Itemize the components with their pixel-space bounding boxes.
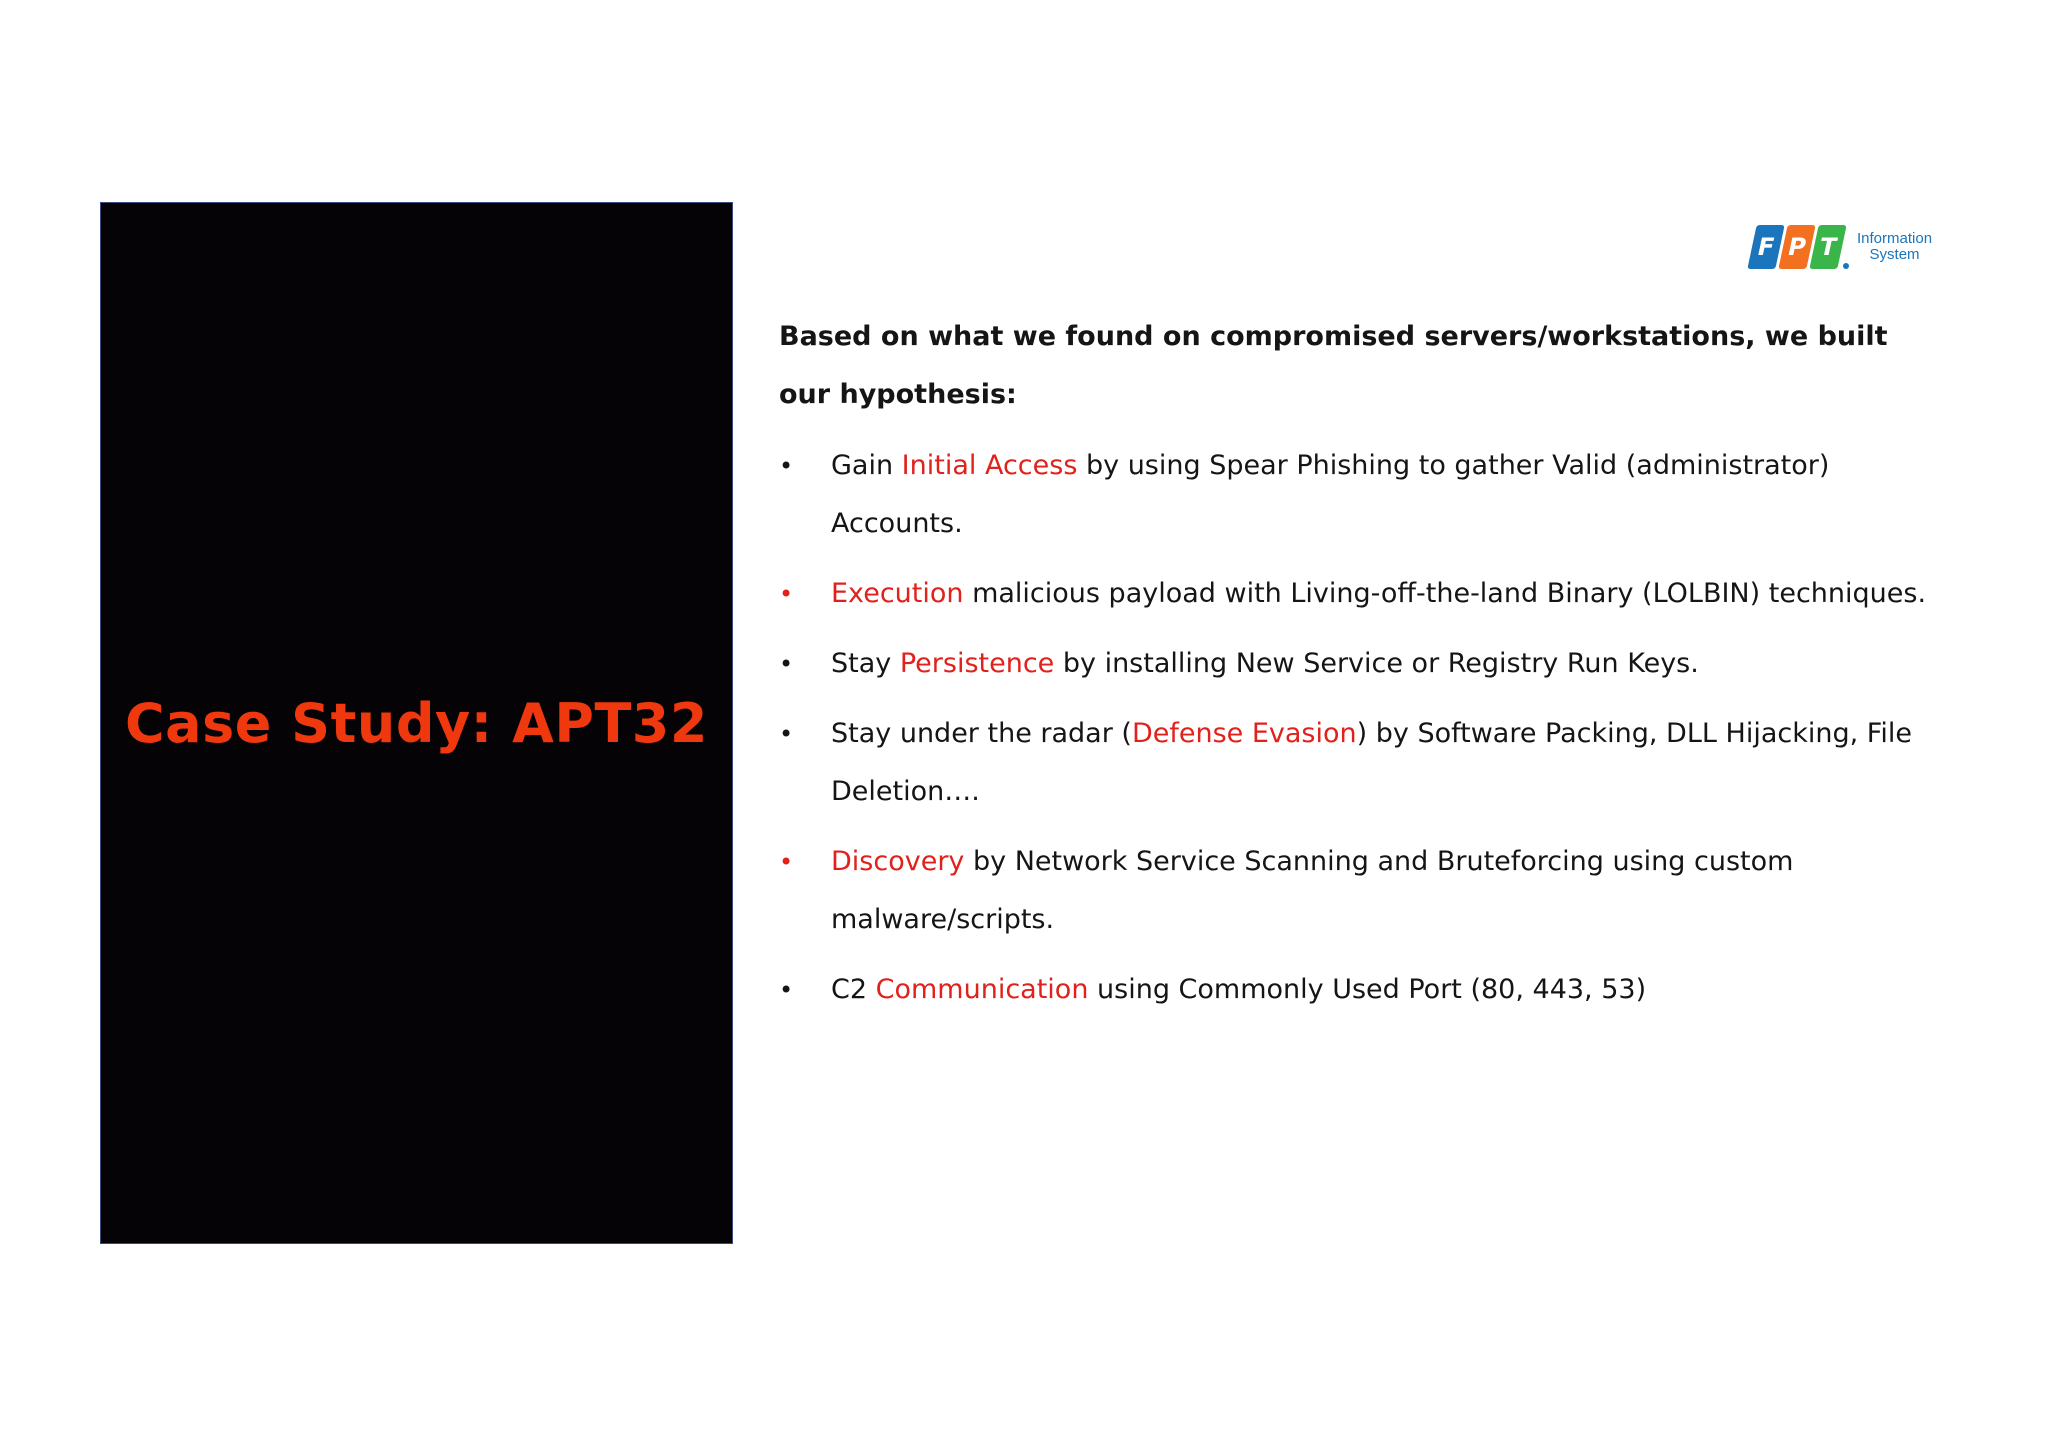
title-panel bbox=[100, 202, 733, 1244]
item-text-post: malicious payload with Living-off-the-land Binary (LOLBIN) techniques. bbox=[963, 578, 1927, 609]
tactics-list bbox=[779, 437, 1929, 1019]
item-highlight: Discovery bbox=[831, 846, 965, 877]
list-item bbox=[779, 565, 1929, 623]
item-text-pre: Gain bbox=[831, 450, 902, 481]
item-text-pre: Stay under the radar ( bbox=[831, 718, 1132, 749]
item-highlight: Initial Access bbox=[901, 450, 1078, 481]
case-study-title: Case Study: APT32 bbox=[125, 691, 708, 755]
item-highlight: Execution bbox=[831, 578, 964, 609]
fpt-logo-tile-f: F bbox=[1747, 225, 1784, 269]
logo-line-system: System bbox=[1869, 246, 1920, 263]
bullet-marker: • bbox=[779, 452, 794, 480]
list-item bbox=[779, 833, 1929, 949]
list-item bbox=[779, 705, 1929, 821]
item-text-post: by installing New Service or Registry Run Keys. bbox=[1054, 648, 1699, 679]
item-text-post: by using Spear Phishing to gather Valid (administrator) Accounts. bbox=[831, 450, 1830, 539]
bullet-marker: • bbox=[779, 720, 794, 748]
fpt-logo-dot bbox=[1843, 263, 1849, 269]
bullet-marker: • bbox=[779, 848, 794, 876]
item-highlight: Defense Evasion bbox=[1131, 718, 1357, 749]
fpt-logo bbox=[1752, 222, 1932, 272]
bullet-marker: • bbox=[779, 580, 794, 608]
list-item bbox=[779, 635, 1929, 693]
item-text-pre: C2 bbox=[831, 974, 876, 1005]
bullet-marker: • bbox=[779, 650, 794, 678]
item-highlight: Communication bbox=[875, 974, 1089, 1005]
fpt-logo-mark bbox=[1752, 225, 1849, 269]
list-item bbox=[779, 437, 1929, 553]
item-text-post: ) by Software Packing, DLL Hijacking, File Deletion…. bbox=[831, 718, 1912, 807]
item-highlight: Persistence bbox=[899, 648, 1055, 679]
bullet-marker: • bbox=[779, 976, 794, 1004]
hypothesis-heading: Based on what we found on compromised servers/workstations, we built our hypothesis: bbox=[779, 321, 1888, 410]
item-text-pre: Stay bbox=[831, 648, 900, 679]
logo-line-information: Information bbox=[1857, 230, 1933, 247]
fpt-logo-tile-t: T bbox=[1809, 225, 1846, 269]
item-text-post: by Network Service Scanning and Bruteforcing using custom malware/scripts. bbox=[831, 846, 1794, 935]
fpt-logo-tile-p: P bbox=[1778, 225, 1815, 269]
hypothesis-content bbox=[779, 308, 1929, 1031]
item-text-post: using Commonly Used Port (80, 443, 53) bbox=[1088, 974, 1647, 1005]
fpt-logo-text bbox=[1857, 231, 1932, 263]
list-item bbox=[779, 961, 1929, 1019]
